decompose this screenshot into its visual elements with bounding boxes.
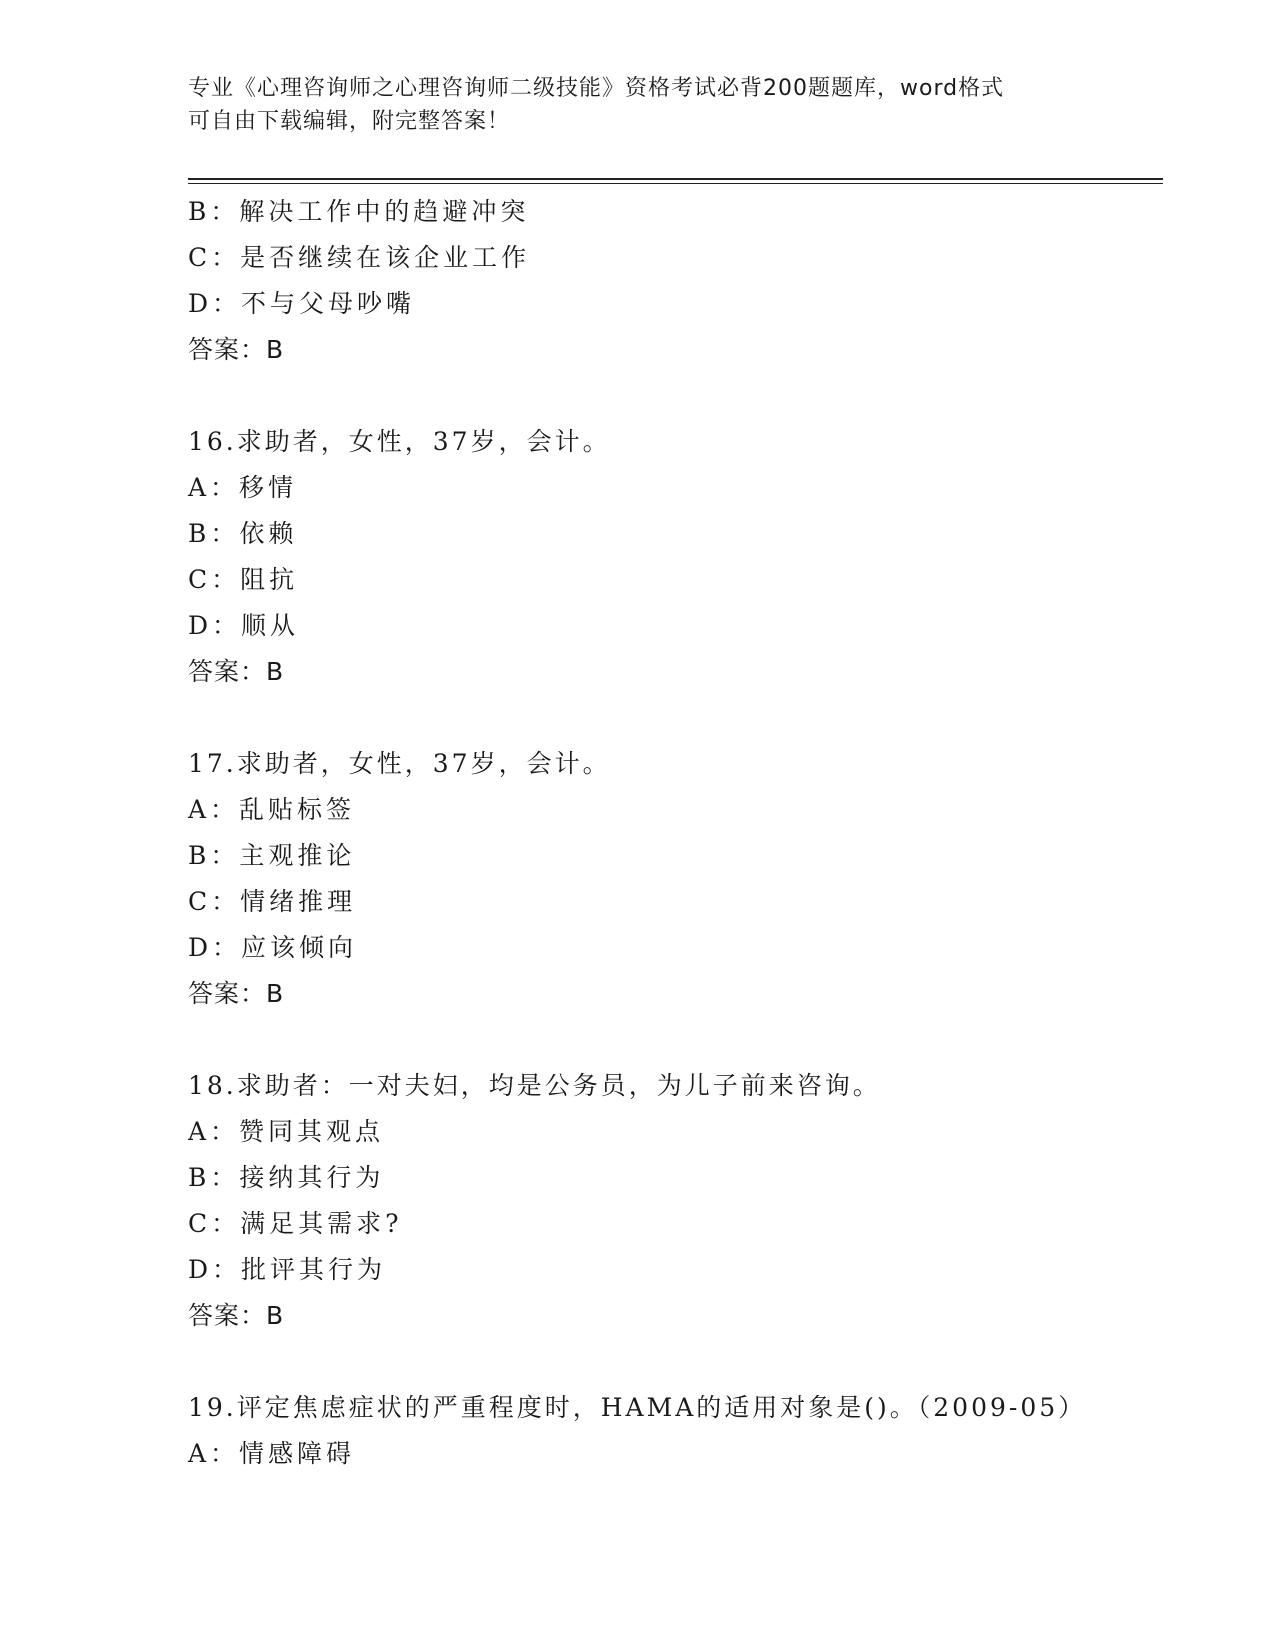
option-b: B：解决工作中的趋避冲突 xyxy=(188,197,530,226)
question-17 xyxy=(188,741,1148,1017)
option-a: A：乱贴标签 xyxy=(188,795,356,824)
option-d: D：应该倾向 xyxy=(188,933,358,962)
document-header xyxy=(188,72,1088,138)
question-list xyxy=(188,189,1148,1477)
header-divider-thick xyxy=(188,178,1163,180)
question-15 xyxy=(188,189,1148,373)
answer: 答案：B xyxy=(188,1301,285,1330)
question-title: 19.评定焦虑症状的严重程度时，HAMA的适用对象是()。（2009-05） xyxy=(188,1393,1087,1422)
option-a: A：情感障碍 xyxy=(188,1439,356,1468)
question-title: 16.求助者，女性，37岁，会计。 xyxy=(188,427,611,456)
option-c: C：情绪推理 xyxy=(188,887,357,916)
option-b: B：依赖 xyxy=(188,519,298,548)
header-divider-thin xyxy=(188,183,1163,184)
option-a: A：移情 xyxy=(188,473,298,502)
option-b: B：主观推论 xyxy=(188,841,356,870)
option-a: A：赞同其观点 xyxy=(188,1117,385,1146)
answer: 答案：B xyxy=(188,335,285,364)
answer: 答案：B xyxy=(188,979,285,1008)
header-line-1: 专业《心理咨询师之心理咨询师二级技能》资格考试必背200题题库，word格式 xyxy=(188,76,1005,101)
answer: 答案：B xyxy=(188,657,285,686)
question-19 xyxy=(188,1385,1148,1477)
option-c: C：满足其需求? xyxy=(188,1209,403,1238)
option-b: B：接纳其行为 xyxy=(188,1163,385,1192)
question-title: 17.求助者，女性，37岁，会计。 xyxy=(188,749,611,778)
question-18 xyxy=(188,1063,1148,1339)
option-d: D：批评其行为 xyxy=(188,1255,387,1284)
option-c: C：是否继续在该企业工作 xyxy=(188,243,531,272)
option-d: D：不与父母吵嘴 xyxy=(188,289,416,318)
option-d: D：顺从 xyxy=(188,611,300,640)
header-line-2: 可自由下载编辑，附完整答案！ xyxy=(188,109,511,134)
question-16 xyxy=(188,419,1148,695)
option-c: C：阻抗 xyxy=(188,565,299,594)
question-title: 18.求助者：一对夫妇，均是公务员，为儿子前来咨询。 xyxy=(188,1071,881,1100)
